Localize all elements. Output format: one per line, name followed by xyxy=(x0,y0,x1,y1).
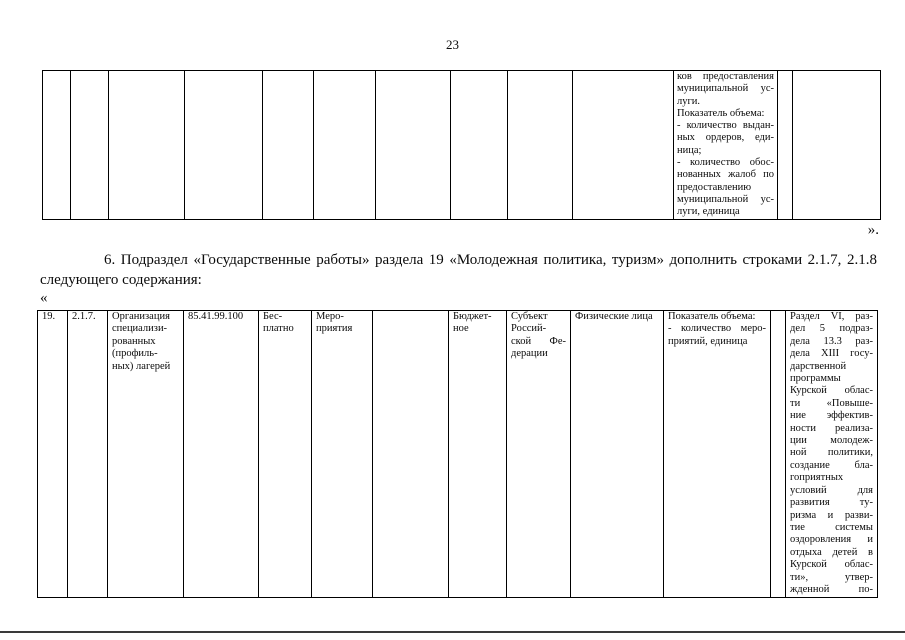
cell-text-line: Субъект xyxy=(511,311,548,322)
cell-text-line: дела XIII госу- xyxy=(790,348,873,360)
table-cell-empty xyxy=(778,71,793,219)
cell-text-line: Россий- xyxy=(511,323,547,335)
cell-text-line: ности реализа- xyxy=(790,422,873,434)
cell-text-line: ков предоставления xyxy=(677,71,774,82)
cell-text-line: 85.41.99.100 xyxy=(188,311,244,322)
cell-text-line: Курской облас- xyxy=(790,385,873,397)
table-cell-empty xyxy=(451,71,508,219)
cell-text-line: луги, единица xyxy=(677,206,740,218)
cell-work-name xyxy=(108,311,184,597)
cell-text-line: ница; xyxy=(677,144,702,156)
cell-text-line: отдыха детей в xyxy=(790,546,873,558)
cell-text-line: Раздел VI, раз- xyxy=(790,311,873,322)
cell-code xyxy=(184,311,259,597)
cell-text-line: Курской облас- xyxy=(790,559,873,571)
table-cell-empty xyxy=(573,71,674,219)
cell-text-line: Физические лица xyxy=(575,311,653,322)
table-cell-empty xyxy=(71,71,109,219)
cell-text-line: 19. xyxy=(42,311,56,322)
cell-row-number xyxy=(68,311,108,597)
cell-text-line: ное xyxy=(453,323,469,335)
cell-payment xyxy=(259,311,312,597)
cell-text-line: - количество выдан- xyxy=(677,120,774,132)
closing-quote: ». xyxy=(867,222,879,238)
table-cell-empty xyxy=(314,71,376,219)
cell-text-line: (профиль- xyxy=(112,348,158,360)
cell-text-line: дел 5 подраз- xyxy=(790,323,873,335)
opening-quote: « xyxy=(40,290,48,306)
amendment-paragraph: 6. Подраздел «Государственные работы» раздела 19 «Молодежная политика, туризм» дополнить строками 2.1.7, 2.1.8 следующего содержания: xyxy=(40,252,877,288)
table-fragment-continued xyxy=(42,70,881,220)
table-cell-empty xyxy=(508,71,573,219)
cell-legal-basis xyxy=(786,311,878,597)
cell-text-line: ных) лагерей xyxy=(112,360,171,372)
cell-text-line: Показатель объема: xyxy=(677,107,765,119)
cell-text-line: 2.1.7. xyxy=(72,311,96,322)
cell-text-line: специализи- xyxy=(112,323,168,335)
cell-text-line: луги. xyxy=(677,95,701,107)
table-cell-empty xyxy=(43,71,71,219)
table-cell-empty xyxy=(109,71,185,219)
cell-consumers xyxy=(571,311,664,597)
cell-text-line: жденной по- xyxy=(790,583,873,595)
cell-text-line: ных ордеров, еди- xyxy=(677,132,774,144)
cell-text-line: нованных жалоб по xyxy=(677,169,774,181)
cell-text-line: Меро- xyxy=(316,311,344,322)
cell-text-line: рованных xyxy=(112,335,156,347)
cell-text-line: ти», утвер- xyxy=(790,571,873,583)
cell-text-line: ризма и разви- xyxy=(790,509,873,521)
cell-text-line: приятия xyxy=(316,323,353,335)
cell-text-line: Бюджет- xyxy=(453,311,492,322)
cell-text-line: предоставлению xyxy=(677,181,752,193)
cell-text-line: - количество меро- xyxy=(668,323,766,335)
cell-content xyxy=(312,311,373,597)
table-cell-empty xyxy=(376,71,451,219)
cell-text-line: Бес- xyxy=(263,311,283,322)
cell-text-line: Организация xyxy=(112,311,170,322)
table-cell-empty xyxy=(373,311,449,597)
table-cell-indicators xyxy=(674,71,778,219)
cell-text-line: - количество обос- xyxy=(677,157,774,169)
cell-text-line: дарственной xyxy=(790,360,847,372)
cell-text-line: создание бла- xyxy=(790,459,873,471)
scan-edge-line xyxy=(0,631,905,633)
cell-indicator xyxy=(664,311,771,597)
cell-text-line: ции молодеж- xyxy=(790,435,873,447)
page-number: 23 xyxy=(446,37,459,52)
cell-text-line: муниципальной ус- xyxy=(677,193,774,205)
cell-text-line: платно xyxy=(263,323,294,335)
cell-text-line: ной политики, xyxy=(790,447,873,459)
cell-text-line: Показатель объема: xyxy=(668,311,756,322)
table-cell-empty xyxy=(263,71,314,219)
new-table-row xyxy=(37,310,878,598)
cell-text-line: дела 13.3 раз- xyxy=(790,335,873,347)
cell-institution-type xyxy=(449,311,507,597)
cell-founder xyxy=(507,311,571,597)
table-cell-empty xyxy=(793,71,881,219)
cell-text-line: ние эффектив- xyxy=(790,410,873,422)
cell-text-line: ти «Повыше- xyxy=(790,397,873,409)
table-cell-empty xyxy=(185,71,263,219)
table-cell-empty xyxy=(771,311,786,597)
cell-text-line: оздоровления и xyxy=(790,534,873,546)
cell-section-number xyxy=(38,311,68,597)
cell-text-line: муниципальной ус- xyxy=(677,83,774,95)
cell-text-line: условий для xyxy=(790,484,873,496)
cell-text-line: дерации xyxy=(511,348,548,360)
cell-text-line: гоприятных xyxy=(790,472,844,484)
cell-text-line: программы xyxy=(790,373,841,385)
cell-text-line: приятий, единица xyxy=(668,335,748,347)
cell-text-line: тие системы xyxy=(790,521,873,533)
cell-text-line: ской Фе- xyxy=(511,335,566,347)
cell-text-line: развития ту- xyxy=(790,497,873,509)
